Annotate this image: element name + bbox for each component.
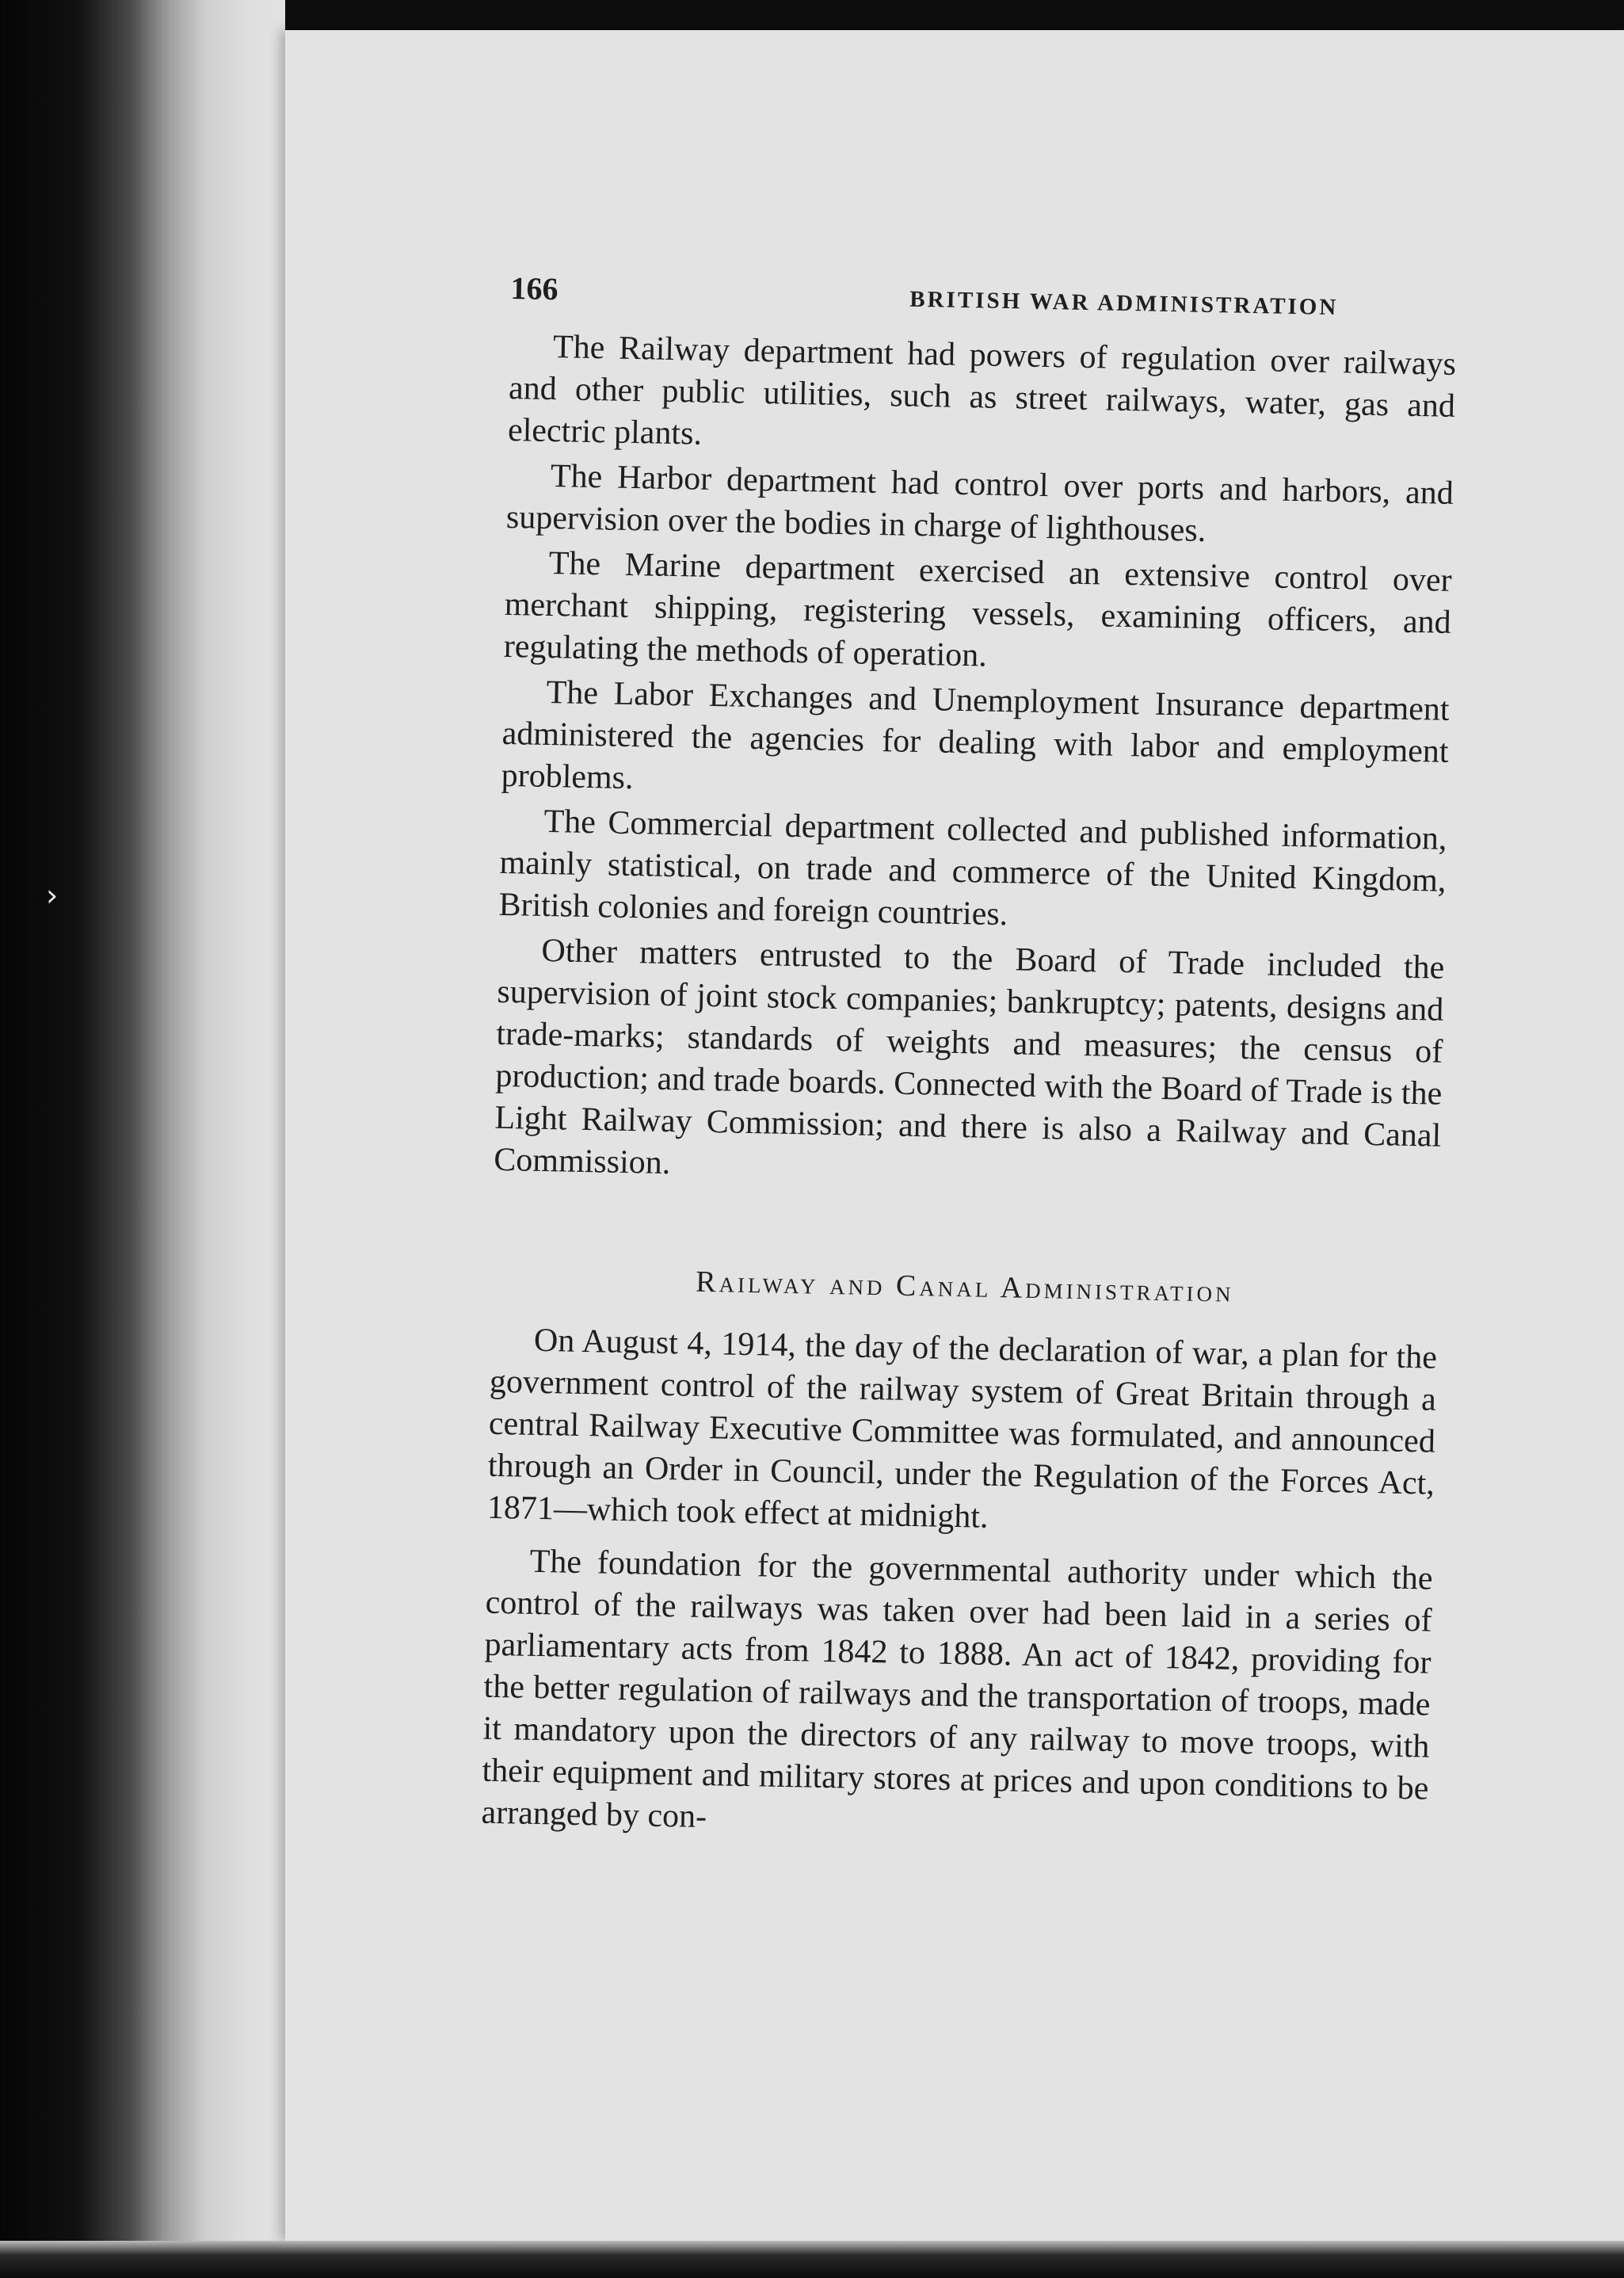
- paragraph-harbor-department: The Harbor department had control over ports and harbors, and supervision over the bodies in charge of lighthouses.: [505, 458, 1454, 549]
- page-content: [481, 269, 1458, 1853]
- paragraph-other-matters: Other matters entrusted to the Board of Trade included the supervision of joint stock companies; bankruptcy; patents, designs and trade-marks; standards of weights and measures; the census of production; and trade boards. Connected with the Board of Trade is the Light Railway Commission; and there is also a Railway and Canal Commission.: [493, 932, 1445, 1182]
- bottom-edge-shadow: [0, 2241, 1624, 2278]
- paragraph-august-1914: On August 4, 1914, the day of the declaration of war, a plan for the government control of the railway system of Great Britain through a central Railway Executive Committee was formulated, and announced through an Order in Council, under the Regulation of the Forces Act, 1871—which took effect at midnight.: [486, 1322, 1438, 1536]
- paragraph-railway-department: The Railway department had powers of regulation over railways and other public utilities, such as street railways, water, gas and electric plants.: [507, 329, 1457, 452]
- running-head: BRITISH WAR ADMINISTRATION: [909, 286, 1339, 321]
- paragraph-commercial-department: The Commercial department collected and published information, mainly statistical, on trade and commerce of the United Kingdom, British colonies and foreign countries.: [498, 803, 1447, 933]
- page-number: 166: [510, 269, 558, 307]
- margin-mark: ›: [46, 878, 59, 913]
- paragraph-marine-department: The Marine department exercised an extensive control over merchant shipping, registering vessels, examining officers, and regulating the methods of operation.: [503, 544, 1453, 674]
- book-spine-shadow: [0, 0, 285, 2278]
- section-heading: Railway and Canal Administration: [695, 1265, 1235, 1309]
- paragraph-foundation-authority: The foundation for the governmental authority under which the control of the railways was taken over had been laid in a series of parliamentary acts from 1842 to 1888. An act of 1842, providing for the better regulation of railways and the transportation of troops, made it mandatory upon the directors of any railway to move troops, with their equipment and military stores at prices and upon conditions to be arranged by con-: [481, 1543, 1433, 1836]
- paragraph-labor-exchanges: The Labor Exchanges and Unemployment Insurance department administered the agencies for dealing with labor and employment problems.: [501, 673, 1450, 797]
